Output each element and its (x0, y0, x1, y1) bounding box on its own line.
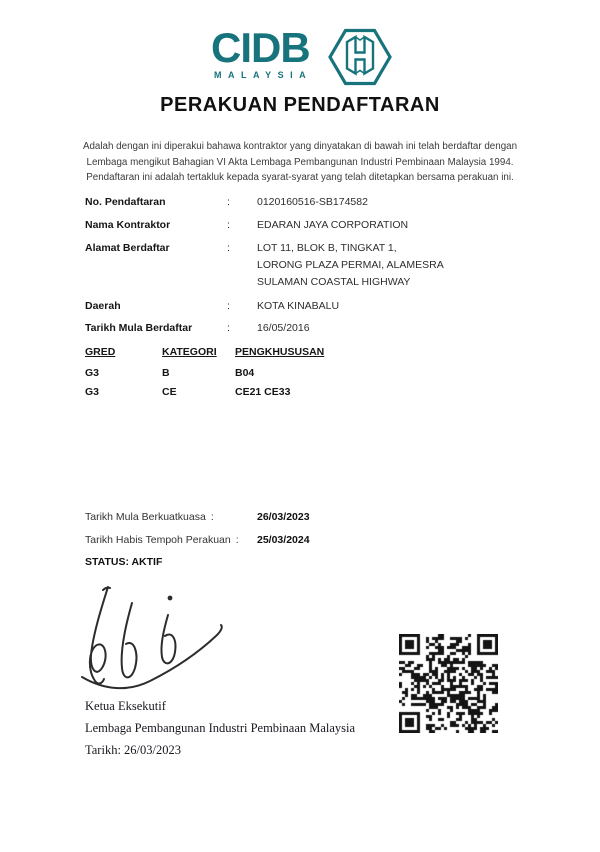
detail-row-no-pendaftaran (85, 196, 555, 208)
detail-row-alamat-berdaftar (85, 242, 555, 288)
intro-line-1: Adalah dengan ini diperakui bahawa kontraktor yang dinyatakan di bawah ini telah berdaftar dengan (82, 141, 518, 152)
table-header-gred: GRED (85, 346, 116, 358)
validity-row-mula (85, 511, 214, 523)
detail-value-line2: LORONG PLAZA PERMAI, ALAMESRA (257, 259, 444, 271)
intro-paragraph (50, 139, 550, 186)
table-cell-gred-1: G3 (85, 367, 100, 379)
certificate-title: PERAKUAN PENDAFTARAN (160, 94, 440, 116)
detail-label: Alamat Berdaftar (85, 242, 170, 254)
validity-label: Tarikh Habis Tempoh Perakuan (85, 534, 231, 546)
detail-row-tarikh-mula-berdaftar (85, 322, 555, 334)
table-cell-pengkhususan-2: CE21 CE33 (235, 386, 291, 398)
validity-value-habis: 25/03/2024 (257, 534, 310, 546)
detail-label: Tarikh Mula Berdaftar (85, 322, 193, 334)
cidb-hexagon-icon (327, 26, 393, 93)
intro-line-3: Pendaftaran ini adalah tertakluk kepada syarat-syarat yang telah ditetapkan bersama perakuan ini. (86, 172, 514, 183)
status-line: STATUS: AKTIF (85, 556, 163, 568)
detail-colon: : (227, 300, 230, 312)
cidb-malaysia-label: MALAYSIA (214, 70, 313, 80)
cidb-brand-text: CIDB (211, 24, 310, 71)
detail-colon: : (227, 219, 230, 231)
table-cell-kategori-1: B (162, 367, 170, 379)
detail-label: Daerah (85, 300, 121, 312)
detail-value: KOTA KINABALU (257, 300, 340, 312)
signature-image (76, 584, 228, 703)
qr-code (399, 634, 498, 733)
detail-value-line3: SULAMAN COASTAL HIGHWAY (257, 276, 411, 288)
cidb-logo (0, 24, 600, 91)
detail-row-nama-kontraktor (85, 219, 555, 231)
detail-row-daerah (85, 300, 555, 312)
detail-value: EDARAN JAYA CORPORATION (257, 219, 409, 231)
detail-value: 16/05/2016 (257, 322, 310, 334)
validity-colon: : (235, 534, 239, 546)
signatory-date: Tarikh: 26/03/2023 (85, 743, 181, 757)
detail-colon: : (227, 242, 230, 254)
validity-label: Tarikh Mula Berkuatkuasa (85, 511, 206, 523)
validity-colon: : (210, 511, 214, 523)
detail-label: No. Pendaftaran (85, 196, 166, 208)
detail-colon: : (227, 196, 230, 208)
detail-label: Nama Kontraktor (85, 219, 171, 231)
signatory-title: Ketua Eksekutif (85, 699, 166, 713)
cidb-wordmark (211, 24, 313, 80)
table-cell-pengkhususan-1: B04 (235, 367, 255, 379)
detail-value: 0120160516-SB174582 (257, 196, 368, 208)
intro-line-2: Lembaga mengikut Bahagian VI Akta Lembaga Pembangunan Industri Pembinaan Malaysia 1994. (86, 156, 514, 168)
validity-row-habis (85, 534, 239, 546)
table-header-kategori: KATEGORI (162, 346, 217, 358)
validity-value-mula: 26/03/2023 (257, 511, 310, 523)
table-cell-kategori-2: CE (162, 386, 177, 398)
detail-colon: : (227, 322, 230, 334)
table-header-pengkhususan: PENGKHUSUSAN (235, 346, 325, 358)
table-cell-gred-2: G3 (85, 386, 100, 398)
detail-value: LOT 11, BLOK B, TINGKAT 1, (257, 242, 397, 254)
signatory-org: Lembaga Pembangunan Industri Pembinaan Malaysia (85, 721, 356, 735)
